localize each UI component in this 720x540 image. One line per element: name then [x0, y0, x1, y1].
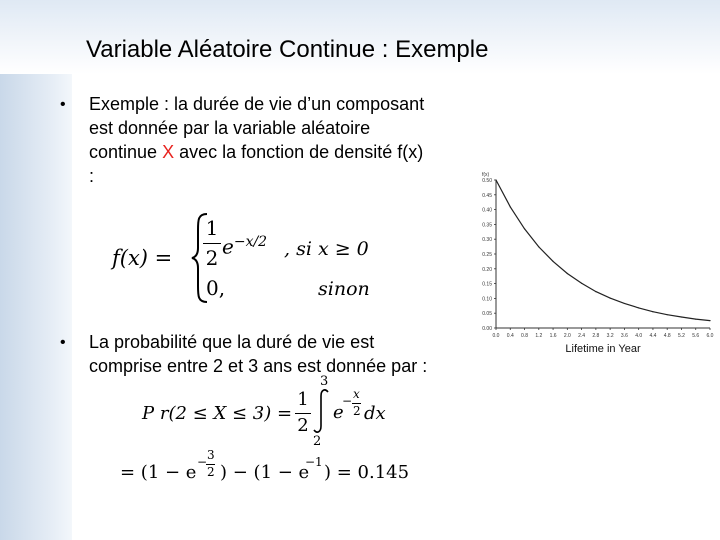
- bullet-marker: •: [60, 334, 66, 351]
- y-tick-label: 0.00: [482, 326, 492, 332]
- integrand-dx: dx: [364, 403, 386, 424]
- case1-condition: , si x ≥ 0: [284, 238, 369, 260]
- x-tick-label: 0.8: [521, 333, 529, 339]
- result-exp-sign: −: [197, 455, 208, 469]
- data-point: [581, 283, 582, 284]
- data-point: [652, 311, 653, 312]
- data-point: [595, 291, 596, 292]
- y-tick-label: 0.05: [482, 311, 492, 318]
- integral-sign: [310, 388, 332, 434]
- y-tick-label: 0.45: [482, 192, 492, 199]
- result-end: ) = 0.145: [324, 462, 410, 483]
- coef-fraction-bar: [295, 413, 311, 414]
- y-tick-label: 0.25: [482, 252, 492, 258]
- integral-upper-bound: 3: [320, 374, 329, 389]
- data-point: [695, 319, 696, 320]
- bullet-2-line-1: La probabilité que la duré de vie est: [89, 332, 375, 352]
- bullet-marker: •: [60, 96, 66, 113]
- bullet-1-line-3: [89, 140, 423, 164]
- data-point: [624, 303, 625, 304]
- x-tick-label: 4.0: [635, 333, 643, 339]
- result-exp-numerator: 3: [207, 448, 215, 462]
- x-tick-label: 4.4: [649, 333, 657, 339]
- density-curve: [496, 180, 710, 321]
- slide-title: Variable Aléatoire Continue : Exemple: [86, 36, 489, 63]
- x-tick-label: 3.6: [620, 333, 628, 339]
- density-lhs: f(x) =: [112, 246, 173, 270]
- data-point: [538, 246, 539, 247]
- line-3-suffix: avec la fonction de densité f(x): [174, 142, 424, 162]
- data-point: [681, 316, 682, 317]
- data-point: [709, 320, 710, 321]
- case1-numerator: 1: [205, 216, 219, 240]
- data-point: [552, 261, 553, 262]
- y-tick-label: 0.20: [482, 266, 492, 273]
- case1-denominator: 2: [205, 246, 219, 270]
- line-3-prefix: continue: [89, 142, 163, 162]
- integrand-exp-sign: −: [342, 394, 353, 408]
- integrand-exp-numerator: x: [353, 387, 360, 401]
- data-point: [567, 273, 568, 274]
- bullet-2-line-2: comprise entre 2 et 3 ans est donnée par :: [89, 356, 428, 376]
- bullet-1-line-2: est donnée par la variable aléatoire: [89, 118, 371, 138]
- x-tick-label: 1.2: [535, 333, 543, 339]
- case1-base: e: [222, 234, 234, 259]
- case1-exponent: −x/2: [233, 234, 268, 250]
- data-point: [638, 307, 639, 308]
- integrand-base: e: [333, 402, 344, 423]
- x-tick-label: 2.0: [563, 333, 571, 339]
- integral-lower-bound: 2: [313, 434, 322, 449]
- x-tick-label: 4.8: [663, 333, 671, 339]
- x-tick-label: 0.0: [492, 333, 500, 339]
- random-variable-x: X: [162, 142, 175, 162]
- x-tick-label: 5.6: [692, 333, 700, 339]
- result-mid: ) − (1 − e: [220, 462, 310, 483]
- probability-lhs: P r(2 ≤ X ≤ 3) =: [142, 403, 293, 424]
- x-tick-label: 5.2: [677, 333, 685, 339]
- coef-numerator: 1: [297, 389, 309, 410]
- data-point: [510, 206, 511, 207]
- data-point: [610, 298, 611, 299]
- y-tick-label: 0.15: [482, 281, 492, 288]
- data-point: [667, 314, 668, 315]
- data-point: [524, 228, 525, 229]
- result-exp-2: −1: [305, 455, 323, 469]
- case2-condition: sinon: [318, 278, 370, 300]
- x-tick-label: 2.4: [578, 333, 586, 339]
- result-start: = (1 − e: [120, 462, 197, 483]
- result-exp-denominator: 2: [207, 465, 215, 479]
- x-tick-label: 6.0: [706, 333, 714, 339]
- y-tick-label: 0.50: [482, 178, 492, 184]
- x-tick-label: 1.6: [549, 333, 557, 339]
- case1-fraction-bar: [203, 243, 221, 244]
- y-tick-label: 0.10: [482, 296, 492, 303]
- coef-denominator: 2: [297, 415, 309, 436]
- x-tick-label: 0.4: [506, 333, 514, 339]
- bullet-1-line-4: :: [89, 166, 95, 186]
- density-chart: [470, 168, 720, 368]
- integrand-exp-denominator: 2: [353, 404, 361, 418]
- x-tick-label: 3.2: [606, 333, 614, 339]
- data-point: [495, 179, 496, 180]
- case2-expression: 0,: [206, 276, 226, 300]
- y-tick-label: 0.35: [482, 222, 492, 229]
- bullet-1-line-1: Exemple : la durée de vie d’un composant: [89, 94, 425, 114]
- x-tick-label: 2.8: [592, 333, 600, 339]
- case1-expression: [222, 234, 267, 259]
- y-tick-label: 0.30: [482, 237, 492, 244]
- y-axis-label: f(x): [482, 172, 490, 178]
- slide-side-bar: [0, 0, 72, 540]
- y-tick-label: 0.40: [482, 207, 492, 214]
- x-axis-label: Lifetime in Year: [565, 343, 641, 355]
